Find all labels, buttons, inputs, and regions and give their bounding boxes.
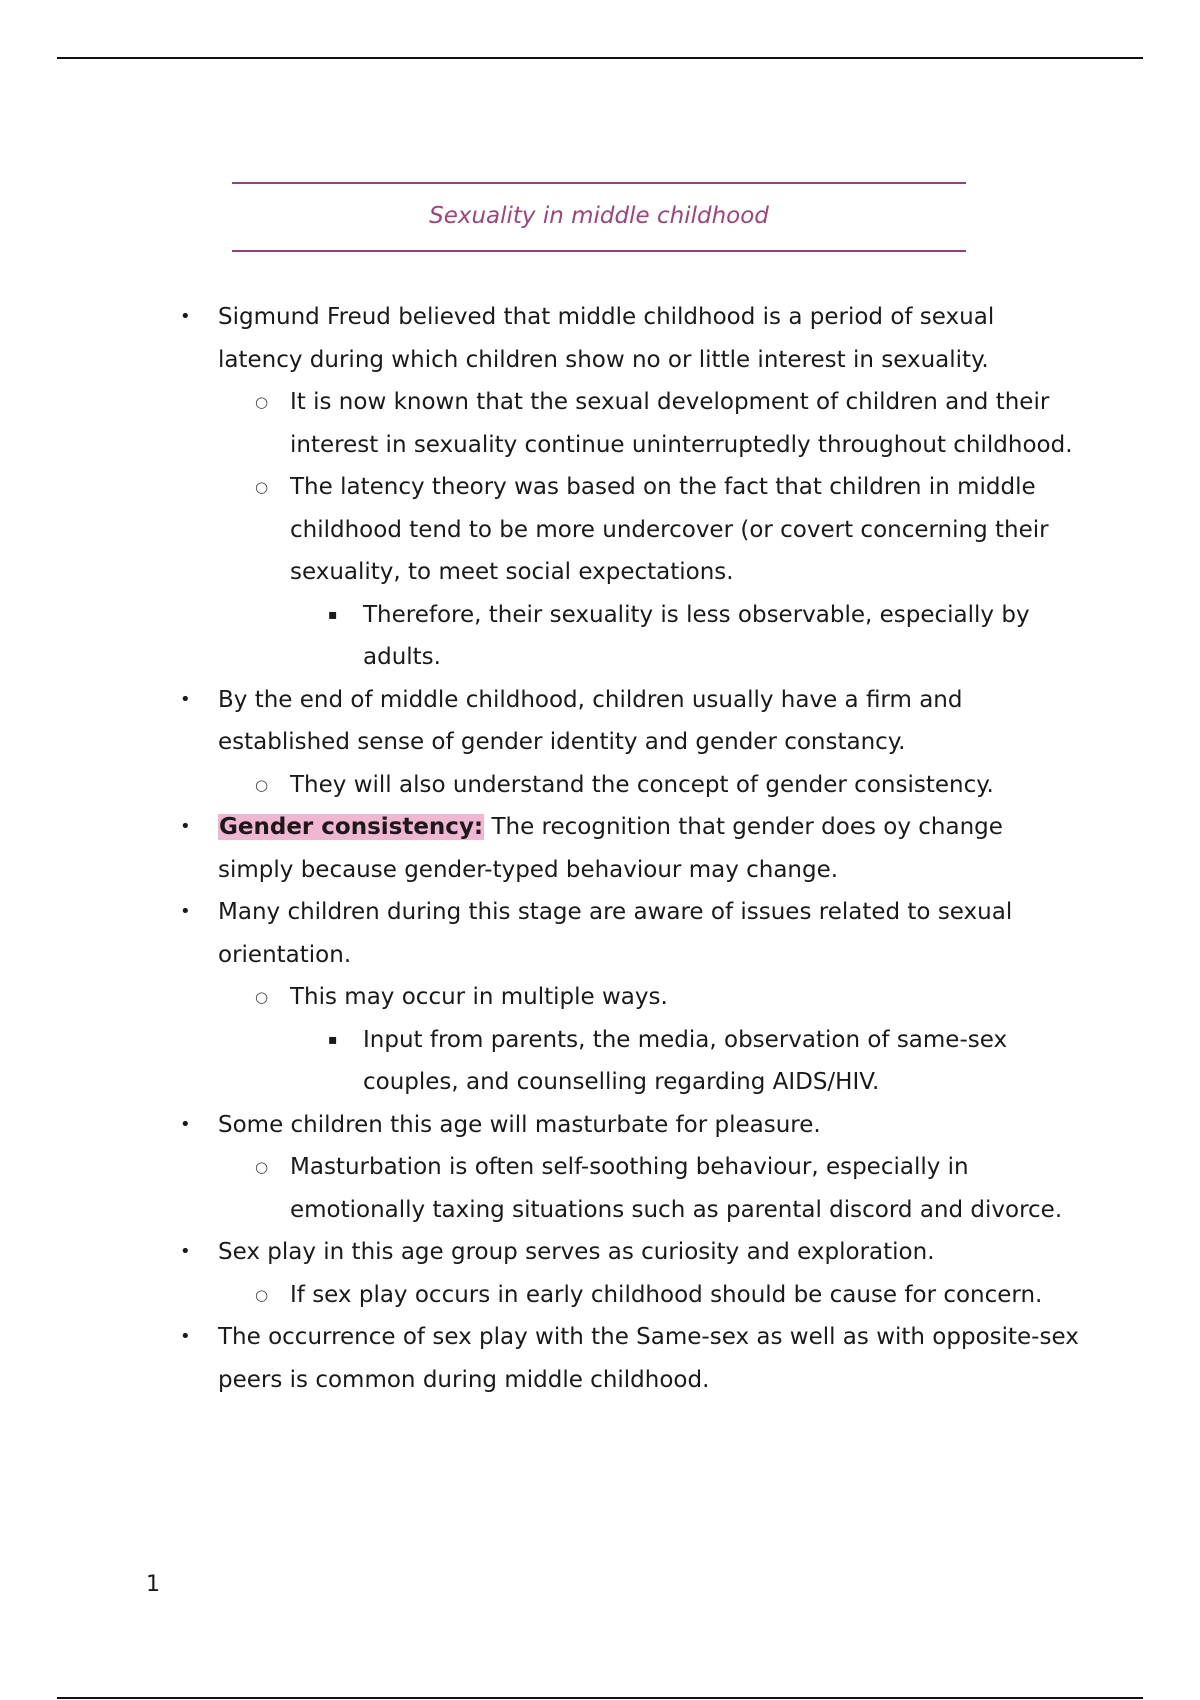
list-item-text: If sex play occurs in early childhood should be cause for concern. xyxy=(290,1281,1043,1308)
circle-bullet-icon: ○ xyxy=(255,393,269,411)
disc-bullet-icon: • xyxy=(180,816,191,837)
page-title: Sexuality in middle childhood xyxy=(429,203,769,229)
list-item-text: Some children this age will masturbate for pleasure. xyxy=(218,1111,821,1138)
list-item-text: They will also understand the concept of gender consistency. xyxy=(290,771,994,798)
list-item xyxy=(180,381,1080,466)
page-bottom-rule xyxy=(57,1697,1143,1699)
disc-bullet-icon: • xyxy=(180,688,191,710)
list-item-text: Masturbation is often self-soothing behaviour, especially in emotionally taxing situations such as parental discord and divorce. xyxy=(290,1154,1063,1223)
circle-bullet-icon: ○ xyxy=(255,775,269,794)
list-item xyxy=(180,891,1080,976)
square-bullet-icon: ▪ xyxy=(328,1031,338,1048)
list-item xyxy=(180,764,1080,807)
list-item-text: The occurrence of sex play with the Same-sex as well as with opposite-sex peers is common during middle childhood. xyxy=(218,1324,1079,1393)
disc-bullet-icon: • xyxy=(180,1241,191,1262)
title-bottom-rule xyxy=(232,250,966,252)
list-item xyxy=(180,1231,1080,1274)
list-item-text: Sigmund Freud believed that middle childhood is a period of sexual latency during which children show no or little interest in sexuality. xyxy=(218,304,995,373)
list-item xyxy=(180,594,1080,679)
circle-bullet-icon: ○ xyxy=(255,478,269,496)
list-item-text: By the end of middle childhood, children usually have a firm and established sense of gender identity and gender constancy. xyxy=(218,686,963,755)
list-item-text: The recognition that gender does oy change simply because gender-typed behaviour may change. xyxy=(218,814,1003,883)
page-number: 1 xyxy=(146,1572,160,1597)
disc-bullet-icon: • xyxy=(180,1326,191,1347)
list-item xyxy=(180,1274,1080,1317)
list-item-text: Input from parents, the media, observation of same-sex couples, and counselling regarding AIDS/HIV. xyxy=(363,1026,1008,1095)
circle-bullet-icon: ○ xyxy=(255,1158,269,1176)
list-item-text: Sex play in this age group serves as curiosity and exploration. xyxy=(218,1239,935,1265)
list-item-text: Many children during this stage are aware of issues related to sexual orientation. xyxy=(218,899,1013,968)
list-item xyxy=(180,806,1080,891)
list-item xyxy=(180,296,1080,381)
bullet-list xyxy=(180,296,1080,1401)
list-item xyxy=(180,1104,1080,1147)
list-item xyxy=(180,1146,1080,1231)
list-item-text: Therefore, their sexuality is less observable, especially by adults. xyxy=(363,601,1030,670)
title-block xyxy=(232,182,966,252)
list-item-text: The latency theory was based on the fact that children in middle childhood tend to be more undercover (or covert concerning their sexuality, to meet social expectations. xyxy=(290,474,1049,585)
square-bullet-icon: ▪ xyxy=(328,606,338,623)
list-item xyxy=(180,976,1080,1019)
list-item xyxy=(180,1316,1080,1401)
disc-bullet-icon: • xyxy=(180,306,191,327)
list-item xyxy=(180,679,1080,764)
list-item xyxy=(180,1019,1080,1104)
disc-bullet-icon: • xyxy=(180,1113,191,1135)
circle-bullet-icon: ○ xyxy=(255,988,269,1006)
disc-bullet-icon: • xyxy=(180,901,191,922)
highlighted-term: Gender consistency: xyxy=(219,814,484,840)
list-item-text: It is now known that the sexual development of children and their interest in sexuality continue uninterruptedly throughout childhood. xyxy=(290,389,1073,458)
list-item xyxy=(180,466,1080,594)
page-top-rule xyxy=(57,57,1143,59)
list-item-text: This may occur in multiple ways. xyxy=(290,984,668,1010)
circle-bullet-icon: ○ xyxy=(255,1285,269,1304)
